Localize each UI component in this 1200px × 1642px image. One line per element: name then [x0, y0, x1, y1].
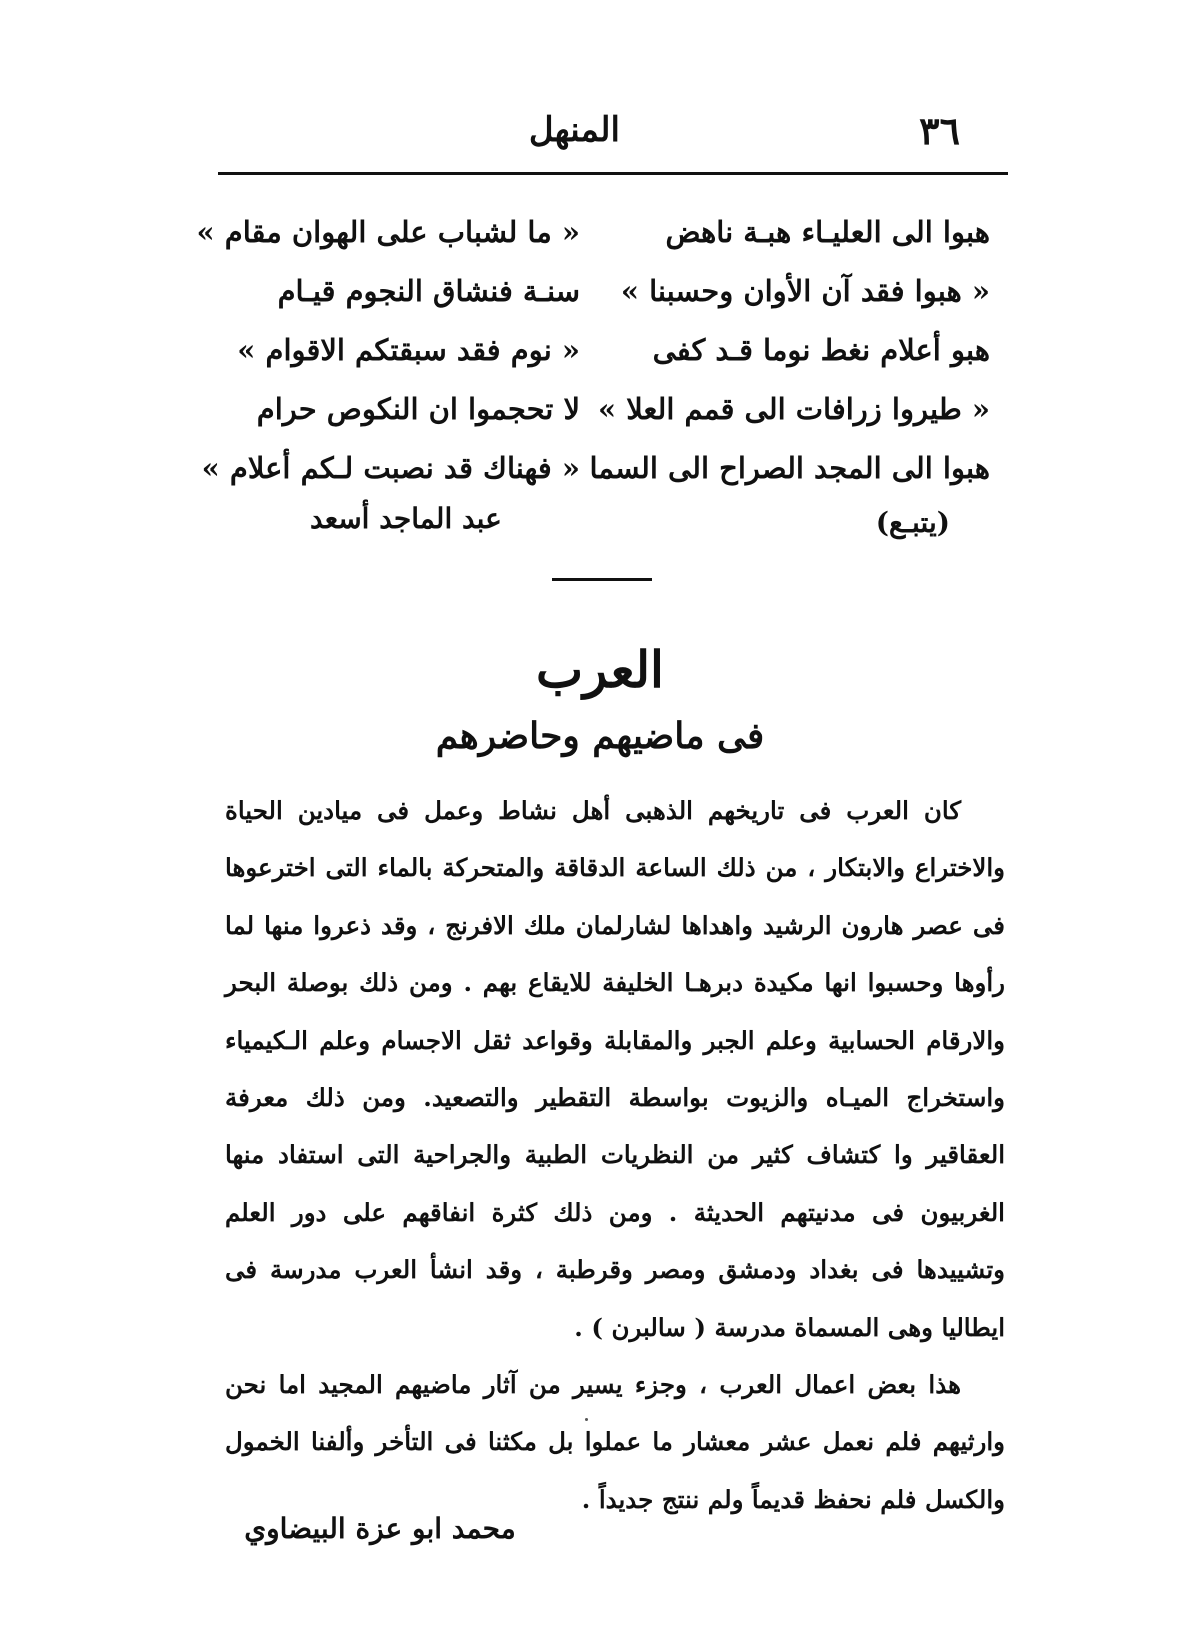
poem — [196, 205, 990, 550]
article-subtitle: فى ماضيهم وحاضرهم — [435, 715, 765, 757]
verse-first-hemistich: « طيروا زرافات الى قمم العلا » — [598, 392, 990, 426]
poem-verse — [230, 323, 990, 382]
poem-verse — [230, 264, 990, 323]
poem-footer — [230, 500, 990, 550]
verse-first-hemistich: هبو أعلام نغط نوما قـد كفى — [652, 333, 990, 367]
poet-name: عبد الماجد أسعد — [310, 502, 502, 535]
stray-mark — [585, 1418, 588, 1421]
page-header — [220, 108, 1000, 168]
poem-verse — [201, 441, 990, 500]
article-author: محمد ابو عزة البيضاوي — [244, 1512, 516, 1545]
verse-second-hemistich: لا تحجموا ان النكوص حرام — [256, 392, 580, 426]
poem-verse — [196, 205, 990, 264]
continued-note: (يتبـع) — [875, 506, 950, 539]
article-body — [225, 782, 1005, 1528]
poem-verse — [230, 382, 990, 441]
article-paragraph: هذا بعض اعمال العرب ، وجزء يسير من آثار ماضيهم المجيد اما نحن وارثيهم فلم نعمل عشر معشار ما عملوا بل مكثنا فى التأخر وألفنا الخمول والكسل فلم نحفظ قديماً ولم ننتج جديداً . — [225, 1370, 1005, 1514]
verse-second-hemistich: « نوم فقد سبقتكم الاقوام » — [237, 333, 580, 367]
page-number: ٣٦ — [919, 108, 960, 153]
verse-first-hemistich: هبوا الى العليـاء هبـة ناهض — [665, 215, 990, 249]
header-rule — [218, 172, 1008, 175]
section-separator — [552, 578, 652, 581]
journal-name: المنهل — [528, 110, 620, 150]
verse-first-hemistich: « هبوا فقد آن الأوان وحسبنا » — [620, 274, 990, 308]
verse-second-hemistich: « فهناك قد نصبت لـكم أعلام » — [201, 451, 580, 485]
verse-second-hemistich: « ما لشباب على الهوان مقام » — [196, 215, 580, 249]
article-paragraph: كان العرب فى تاريخهم الذهبى أهل نشاط وعمل فى ميادين الحياة والاختراع والابتكار ، من ذلك الساعة الدقاقة والمتحركة بالماء التى اخترعوها فى عصر هارون الرشيد واهداها لشارلمان ملك الافرنج ، وقد ذعروا منها لما رأوها وحسبوا انها مكيدة دبرهـا الخليفة للايقاع بهم . ومن ذلك بوصلة البحر والارقام الحسابية وعلم الجبر والمقابلة وقواعد ثقل الاجسام وعلم الـكيمياء واستخراج الميـاه والزيوت بواسطة التقطير والتصعيد. ومن ذلك معرفة العقاقير وا كتشاف كثير من النظريات الطبية والجراحية التى استفاد منها الغربيون فى مدنيتهم الحديثة . ومن ذلك كثرة انفاقهم على دور العلم وتشييدها فى بغداد ودمشق ومصر وقرطبة ، وقد انشأ العرب مدرسة فى ايطاليا وهى المسماة مدرسة ( سالبرن ) . — [225, 796, 1005, 1342]
verse-first-hemistich: هبوا الى المجد الصراح الى السما — [589, 451, 990, 485]
article-title: العرب — [536, 640, 664, 699]
verse-second-hemistich: سنـة فنشاق النجوم قيـام — [277, 274, 580, 308]
